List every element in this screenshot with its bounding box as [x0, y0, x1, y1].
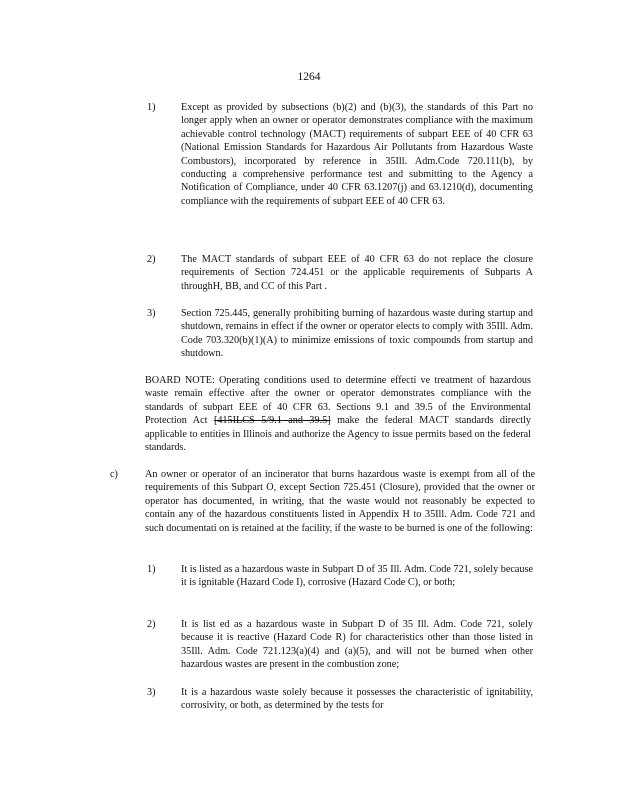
- item-1-label: 1): [147, 102, 156, 113]
- c-item-1-label: 1): [147, 564, 156, 575]
- c-item-3-label: 3): [147, 687, 156, 698]
- item-1-text: Except as provided by subsections (b)(2) and (b)(3), the standards of this Part no longer apply when an owner or operator demonstrates compliance with the maximum achievable control technology (MACT) requirements of subpart EEE of 40 CFR 63 (National Emission Standards for Hazardous Air Pollutants from Hazardous Waste Combustors), incorporated by reference in 35Ill. Adm.Code 720.111(b), by conducting a comprehensive performance test and submitting to the Agency a Notification of Compliance, under 40 CFR 63.1207(j) and 63.1210(d), documenting compliance with the requirements of subpart EEE of 40 CFR 63.: [181, 102, 533, 207]
- item-3-label: 3): [147, 308, 156, 319]
- board-note-after: make the federal MACT standards directly applicable to entities in Illinois and authorize the Agency to issue permits based on the federal standards.: [145, 415, 531, 454]
- board-note-before: BOARD NOTE: Operating conditions used to determine effecti ve treatment of hazardous waste remain effective after the owner or operator demonstrates compliance with the standards of subpart EEE of 40 CFR 63. Sections 9.1 and 39.5 of the Environmental Protection Act: [145, 375, 531, 427]
- c-item-1-text: It is listed as a hazardous waste in Subpart D of 35 Ill. Adm. Code 721, solely because it is ignitable (Hazard Code I), corrosive (Hazard Code C), or both;: [181, 564, 533, 589]
- page-number: 1264: [297, 71, 321, 83]
- section-c-label: c): [110, 469, 118, 480]
- item-3-text: Section 725.445, generally prohibiting burning of hazardous waste during startup and shutdown, remains in effect if the owner or operator elects to comply with 35Ill. Adm. Code 703.320(b)(1)(A) to minimize emissions of toxic compounds from startup and shutdown.: [181, 308, 533, 360]
- c-item-2-text: It is list ed as a hazardous waste in Subpart D of 35 Ill. Adm. Code 721, solely because it is reactive (Hazard Code R) for characteristics other than those listed in 35Ill. Adm. Code 721.123(a)(4) and (a)(5), and will not be burned when other hazardous wastes are present in the combustion zone;: [181, 619, 533, 671]
- item-2-label: 2): [147, 254, 156, 265]
- board-note: [145, 374, 531, 454]
- item-2-text: The MACT standards of subpart EEE of 40 CFR 63 do not replace the closure requirements of Section 724.451 or the applicable requirements of Subparts A throughH, BB, and CC of this Part .: [181, 254, 533, 292]
- board-note-struck: [415ILCS 5/9.1 and 39.5]: [213, 415, 331, 427]
- c-item-3-text: It is a hazardous waste solely because it possesses the characteristic of ignitability, corrosivity, or both, as determined by the tests for: [181, 687, 533, 712]
- c-item-2-label: 2): [147, 619, 156, 630]
- section-c-text: An owner or operator of an incinerator that burns hazardous waste is exempt from all of the requirements of this Subpart O, except Section 725.451 (Closure), provided that the owner or operator has documented, in writing, that the waste would not reasonably be expected to contain any of the hazardous constituents listed in Appendix H to 35Ill. Adm. Code 721 and such documentati on is retained at the facility, if the waste to be burned is one of the following:: [145, 469, 535, 534]
